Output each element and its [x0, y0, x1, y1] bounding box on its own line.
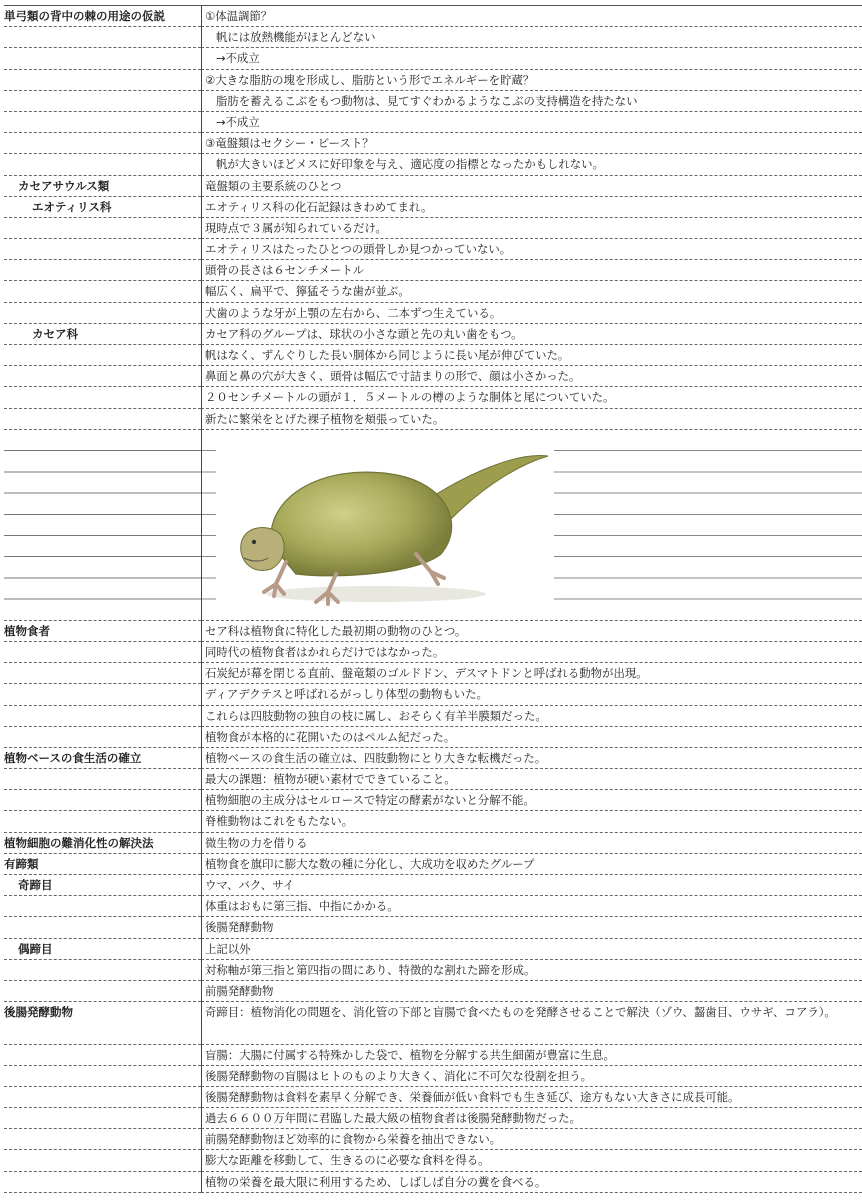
row-value: 帆はなく、ずんぐりした長い胴体から同じように長い尾が伸びていた。 — [201, 345, 862, 366]
row-value: 前腸発酵動物 — [201, 981, 862, 1002]
table-row — [4, 260, 862, 281]
table-row — [4, 409, 862, 430]
row-label — [4, 1108, 201, 1129]
table-row — [4, 1172, 862, 1193]
row-label — [4, 303, 201, 324]
table-row — [4, 387, 862, 408]
row-label — [4, 48, 201, 69]
row-value: 前腸発酵動物ほど効率的に食物から栄養を抽出できない。 — [201, 1129, 862, 1150]
row-label — [4, 1172, 201, 1193]
table-row — [4, 1087, 862, 1108]
row-label: 植物細胞の難消化性の解決法 — [4, 833, 201, 854]
table-row — [4, 684, 862, 705]
row-value: 脂肪を蓄えるこぶをもつ動物は、見てすぐわかるようなこぶの支持構造を持たない — [201, 91, 862, 112]
row-value: 最大の課題：植物が硬い素材でできていること。 — [201, 769, 862, 790]
row-label: 奇蹄目 — [4, 875, 201, 896]
row-value: 対称軸が第三指と第四指の間にあり、特徴的な割れた蹄を形成。 — [201, 960, 862, 981]
table-row — [4, 324, 862, 345]
table-row — [4, 303, 862, 324]
row-value: 奇蹄目：植物消化の問題を、消化管の下部と盲腸で食べたものを発酵させることで解決（ゾウ、齧歯目、ウサギ、コアラ）。 — [201, 1002, 862, 1044]
row-value: これらは四肢動物の独自の枝に属し、おそらく有羊半膜類だった。 — [201, 706, 862, 727]
row-label — [4, 663, 201, 684]
row-label — [4, 133, 201, 154]
table-row — [4, 917, 862, 938]
row-label — [4, 981, 201, 1002]
row-label — [4, 896, 201, 917]
table-row — [4, 366, 862, 387]
table-row — [4, 345, 862, 366]
row-value: ウマ、バク、サイ — [201, 875, 862, 896]
table-row — [4, 663, 862, 684]
row-value: 犬歯のような牙が上顎の左右から、二本ずつ生えている。 — [201, 303, 862, 324]
row-value: 石炭紀が幕を閉じる直前、盤竜類のゴルドドン、デスマトドンと呼ばれる動物が出現。 — [201, 663, 862, 684]
notes-table — [4, 5, 862, 1193]
row-label — [4, 1150, 201, 1171]
row-label — [4, 409, 201, 430]
row-label — [4, 345, 201, 366]
row-value: ディアデクテスと呼ばれるがっしり体型の動物もいた。 — [201, 684, 862, 705]
row-label: 単弓類の背中の棘の用途の仮説 — [4, 6, 201, 27]
row-label — [4, 112, 201, 133]
row-value: 植物食を旗印に膨大な数の種に分化し、大成功を収めたグループ — [201, 854, 862, 875]
table-row — [4, 1108, 862, 1129]
table-row — [4, 981, 862, 1002]
table-row — [4, 6, 862, 27]
row-label — [4, 91, 201, 112]
casea-illustration — [216, 434, 554, 612]
row-label: 偶蹄目 — [4, 939, 201, 960]
row-label: 有蹄類 — [4, 854, 201, 875]
table-row — [4, 833, 862, 854]
table-row — [4, 430, 862, 621]
row-label — [4, 642, 201, 663]
row-value: 現時点で３属が知られているだけ。 — [201, 218, 862, 239]
table-row — [4, 1129, 862, 1150]
row-label — [4, 70, 201, 91]
table-row — [4, 91, 862, 112]
table-row — [4, 727, 862, 748]
row-label — [4, 387, 201, 408]
row-value: →不成立 — [201, 112, 862, 133]
row-label: カセアサウルス類 — [4, 176, 201, 197]
row-value: 体重はおもに第三指、中指にかかる。 — [201, 896, 862, 917]
table-row — [4, 70, 862, 91]
row-label — [4, 917, 201, 938]
row-label — [4, 706, 201, 727]
table-row — [4, 875, 862, 896]
table-row — [4, 48, 862, 69]
table-row — [4, 854, 862, 875]
row-label: 植物食者 — [4, 621, 201, 642]
row-value: 後腸発酵動物の盲腸はヒトのものより大きく、消化に不可欠な役割を担う。 — [201, 1066, 862, 1087]
row-label — [4, 239, 201, 260]
table-row — [4, 1066, 862, 1087]
row-label — [4, 684, 201, 705]
row-value: 上記以外 — [201, 939, 862, 960]
table-row — [4, 218, 862, 239]
row-label — [4, 727, 201, 748]
table-row — [4, 811, 862, 832]
row-value: カセア科のグループは、球状の小さな頭と先の丸い歯をもつ。 — [201, 324, 862, 345]
table-row — [4, 896, 862, 917]
row-value: ①体温調節？ — [201, 6, 862, 27]
table-row — [4, 112, 862, 133]
row-value: 後腸発酵動物 — [201, 917, 862, 938]
row-value: →不成立 — [201, 48, 862, 69]
table-row — [4, 642, 862, 663]
table-row — [4, 939, 862, 960]
table-row — [4, 27, 862, 48]
row-label — [4, 769, 201, 790]
row-label — [4, 260, 201, 281]
row-label: 後腸発酵動物 — [4, 1002, 201, 1044]
row-value: 膨大な距離を移動して、生きるのに必要な食料を得る。 — [201, 1150, 862, 1171]
row-value: ③竜盤類はセクシー・ビースト？ — [201, 133, 862, 154]
row-label — [4, 790, 201, 811]
row-label: カセア科 — [4, 324, 201, 345]
table-row — [4, 1150, 862, 1171]
table-row — [4, 176, 862, 197]
row-value: 植物細胞の主成分はセルロースで特定の酵素がないと分解不能。 — [201, 790, 862, 811]
row-label — [4, 218, 201, 239]
table-row — [4, 133, 862, 154]
row-value: 帆には放熱機能がほとんどない — [201, 27, 862, 48]
row-value: 過去６６００万年間に君臨した最大級の植物食者は後腸発酵動物だった。 — [201, 1108, 862, 1129]
row-label — [4, 366, 201, 387]
table-row — [4, 790, 862, 811]
row-value: セア科は植物食に特化した最初期の動物のひとつ。 — [201, 621, 862, 642]
row-value: 頭骨の長さは６センチメートル — [201, 260, 862, 281]
row-value: 微生物の力を借りる — [201, 833, 862, 854]
row-label — [4, 1066, 201, 1087]
table-row — [4, 154, 862, 175]
row-value: エオティリス科の化石記録はきわめてまれ。 — [201, 197, 862, 218]
row-label — [4, 1129, 201, 1150]
row-label: エオティリス科 — [4, 197, 201, 218]
row-value: 植物の栄養を最大限に利用するため、しばしば自分の糞を食べる。 — [201, 1172, 862, 1193]
row-value: 幅広く、扁平で、獰猛そうな歯が並ぶ。 — [201, 281, 862, 302]
row-label: 植物ベースの食生活の確立 — [4, 748, 201, 769]
row-value: 帆が大きいほどメスに好印象を与え、適応度の指標となったかもしれない。 — [201, 154, 862, 175]
row-value: 植物食が本格的に花開いたのはペルム紀だった。 — [201, 727, 862, 748]
table-row — [4, 769, 862, 790]
table-row — [4, 621, 862, 642]
row-value: 竜盤類の主要系統のひとつ — [201, 176, 862, 197]
row-value: エオティリスはたったひとつの頭骨しか見つかっていない。 — [201, 239, 862, 260]
table-row — [4, 281, 862, 302]
row-label — [4, 1087, 201, 1108]
row-label — [4, 154, 201, 175]
table-row — [4, 197, 862, 218]
row-label — [4, 960, 201, 981]
row-value: 盲腸：大腸に付属する特殊かした袋で、植物を分解する共生細菌が豊富に生息。 — [201, 1045, 862, 1066]
row-value: 後腸発酵動物は食料を素早く分解でき、栄養価が低い食料でも生き延び、途方もない大きさに成長可能。 — [201, 1087, 862, 1108]
row-value: ２０センチメートルの頭が１．５メートルの樽のような胴体と尾についていた。 — [201, 387, 862, 408]
row-value: ②大きな脂肪の塊を形成し、脂肪という形でエネルギーを貯蔵？ — [201, 70, 862, 91]
row-label — [4, 27, 201, 48]
row-value: 植物ベースの食生活の確立は、四肢動物にとり大きな転機だった。 — [201, 748, 862, 769]
row-value: 脊椎動物はこれをもたない。 — [201, 811, 862, 832]
row-value: 新たに繁栄をとげた裸子植物を頬張っていた。 — [201, 409, 862, 430]
row-value: 同時代の植物食者はかれらだけではなかった。 — [201, 642, 862, 663]
table-row — [4, 960, 862, 981]
table-row — [4, 748, 862, 769]
casea-illustration-cell — [201, 430, 862, 621]
table-row — [4, 706, 862, 727]
table-row — [4, 1002, 862, 1044]
row-label — [4, 1045, 201, 1066]
row-label — [4, 811, 201, 832]
row-value: 鼻面と鼻の穴が大きく、頭骨は幅広で寸詰まりの形で、顔は小さかった。 — [201, 366, 862, 387]
table-row — [4, 1045, 862, 1066]
row-label — [4, 430, 201, 621]
row-label — [4, 281, 201, 302]
table-row — [4, 239, 862, 260]
